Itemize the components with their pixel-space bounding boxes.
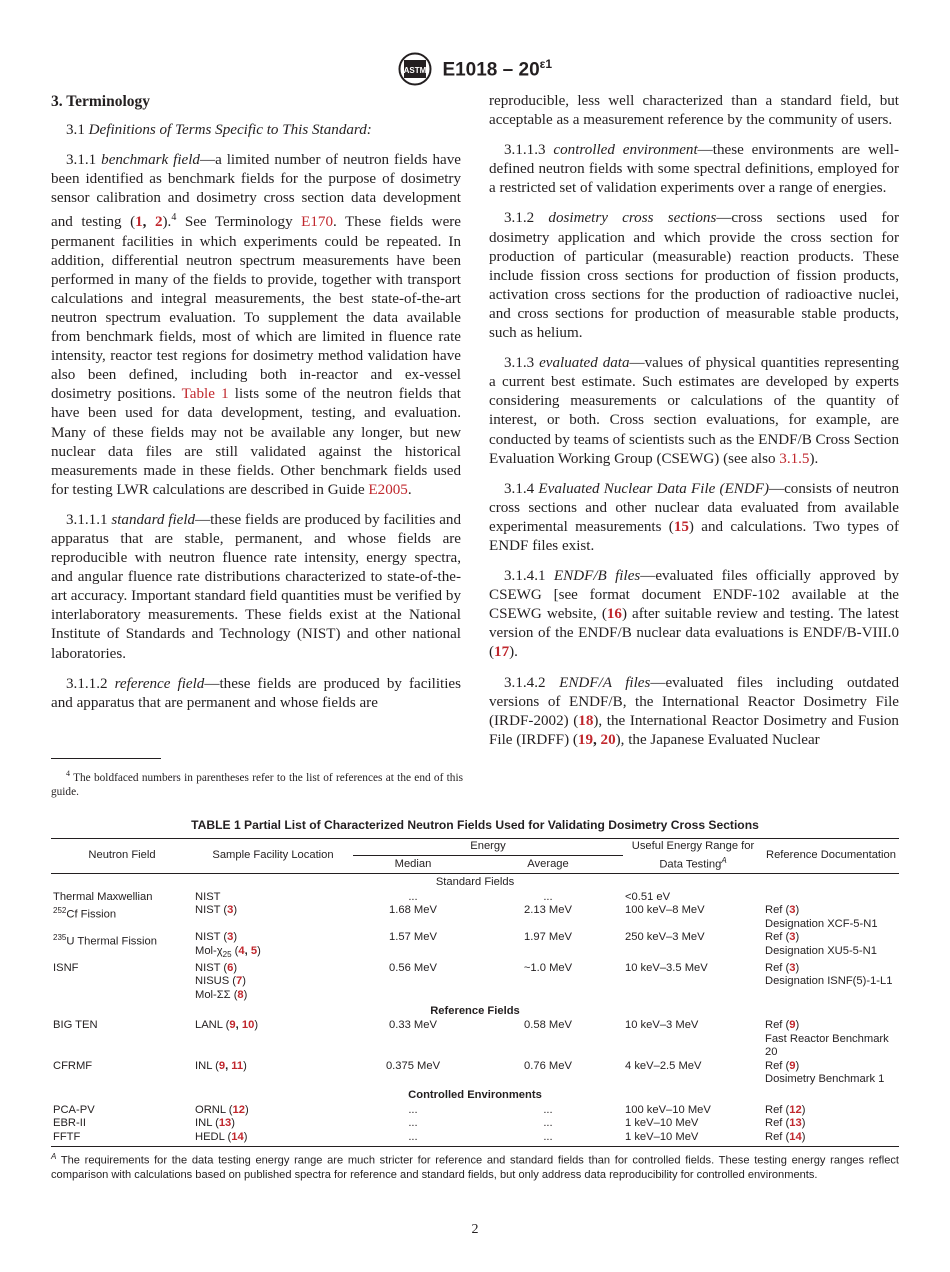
ref-link[interactable]: 3 <box>227 904 234 917</box>
ref-link[interactable]: 1 <box>135 214 143 231</box>
link-table-1[interactable]: Table 1 <box>181 386 229 403</box>
paragraph-continued: reproducible, less well characterized than a standard field, but acceptable as a measurement reference by the community of users. <box>489 93 899 129</box>
table-row: FFTF HEDL (14) ... ... 1 keV–10 MeV Ref (14) <box>51 1131 899 1147</box>
paragraph-3-1-1: 3.1.1 benchmark field—a limited number of neutron fields have been identified as benchmark fields for the purpose of dosimetry sensor calibration and dosimetry cross section data development and testing (1, 2).$^4$ See Terminology E170. These fields were permanent facilities in which experiments could be repeated. In addition, differential neutron spectrum measurements have been performed in many of the fields to provide, together with transport calculations and integral measurements, the best state-of-the-art neutron spectrum evaluation. To supplement the data available from benchmark fields, most of which are limited in fluence rate intensity, reactor test regions for dosimetry method validation have also been defined, including both in-reactor and ex-vessel dosimetry positions. Table 1 lists some of the neutron fields that have been used for data development, testing, and evaluation. Many of these fields may not be available any longer, but new nuclear data files are still validated against the historical measurements made in these fields. Other benchmark fields used for testing LWR calculations are described in Guide E2005. <box>51 152 461 498</box>
paragraph-3-1-4: 3.1.4 Evaluated Nuclear Data File (ENDF)—consists of neutron cross sections and other nuclear data evaluated from available experimental measurements (15) and calculations. Two types of ENDF files exist. <box>489 480 900 554</box>
ref-link[interactable]: 9 <box>218 1059 226 1072</box>
ref-link[interactable]: 4 <box>238 944 245 957</box>
header-energy: Energy <box>353 839 623 856</box>
ref-link[interactable]: 13 <box>789 1117 802 1130</box>
right-column <box>489 92 899 761</box>
ref-link[interactable]: 12 <box>789 1103 802 1116</box>
ref-link[interactable]: 20 <box>600 731 616 748</box>
ref-link[interactable]: 2 <box>154 214 163 231</box>
ref-link[interactable]: 14 <box>231 1130 244 1143</box>
ref-link[interactable]: 10 <box>241 1019 255 1032</box>
paragraph-3-1-4-2: 3.1.4.2 ENDF/A files—evaluated files including outdated versions of ENDF/B, the International Reactor Dosimetry File (IRDF-2002) (18), the International Reactor Dosimetry and Fusion File (IRDFF) (19, 20), the Japanese Evaluated Nuclear <box>489 674 899 748</box>
section-standard-fields: Standard Fields <box>435 875 515 888</box>
table-row: $^{252}$Cf Fission NIST (3) 1.68 MeV 2.13 MeV 100 keV–8 MeV Ref (3) Designation XCF-5-N1 <box>53 904 878 930</box>
header-reference: Reference Documentation <box>763 839 899 874</box>
neutron-fields-table <box>51 838 899 1147</box>
link-e170[interactable]: E170 <box>301 214 334 231</box>
paragraph-3-1: 3.1 Definitions of Terms Specific to This Standard: <box>66 122 372 139</box>
ref-link[interactable]: 9 <box>229 1019 236 1032</box>
ref-link[interactable]: 3 <box>227 931 234 944</box>
ref-link[interactable]: 6 <box>227 961 234 974</box>
table-caption: TABLE 1 Partial List of Characterized Neutron Fields Used for Validating Dosimetry Cross Sections <box>191 818 759 832</box>
page-header <box>0 52 950 86</box>
section-controlled-environments: Controlled Environments <box>408 1089 542 1102</box>
paragraph-3-1-4-1: 3.1.4.1 ENDF/B files—evaluated files officially approved by CSEWG [see format document ENDF-102 available at the CSEWG website, (16) after suitable review and testing. The latest version of the ENDF/B nuclear data evaluations is ENDF/B-VIII.0 (17). <box>489 568 899 661</box>
svg-text:ASTM: ASTM <box>403 66 427 75</box>
astm-logo <box>398 52 432 86</box>
header-average: Average <box>473 856 623 873</box>
link-3-1-5[interactable]: 3.1.5 <box>779 450 810 467</box>
page-number: 2 <box>471 1222 479 1237</box>
ref-link[interactable]: 17 <box>494 644 510 661</box>
ref-link[interactable]: 9 <box>789 1019 796 1032</box>
table-note: $^A$ The requirements for the data testing energy range are much stricter for reference and standard fields than for controlled fields. These testing energy ranges reflect comparison with calculations based on published spectra for reference and standard fields, but only address data reproducibility for controlled environments. <box>51 1152 899 1182</box>
designation: $E1018 - 20^{\varepsilon 1}$ <box>442 56 553 81</box>
table-row: Thermal Maxwellian NIST ... ... <0.51 eV <box>53 890 671 903</box>
footnote-divider <box>51 758 161 759</box>
left-column <box>51 92 461 724</box>
table-1 <box>51 818 899 1182</box>
section-title: 3. Terminology <box>51 93 151 110</box>
ref-link[interactable]: 3 <box>789 931 796 944</box>
ref-link[interactable]: 12 <box>232 1103 245 1116</box>
paragraph-3-1-3: 3.1.3 evaluated data—values of physical quantities representing a current best estimate. Such estimates are developed by experts considering measurements or calculations of the quantity of interest, or both. Cross section evaluations, for example, are conducted by teams of scientists such as the ENDF/B Cross Section Evaluation Working Group (CSEWG) (see also 3.1.5). <box>489 355 899 467</box>
ref-link[interactable]: 5 <box>250 944 258 957</box>
ref-link[interactable]: 3 <box>789 961 796 974</box>
paragraph-3-1-1-3: 3.1.1.3 controlled environment—these environments are well-defined neutron fields with some spectral definitions, employed for a restricted set of validation experiments over a range of energies. <box>489 142 900 197</box>
section-reference-fields: Reference Fields <box>430 1004 520 1017</box>
footnote: $^4$ The boldfaced numbers in parentheses refer to the list of references at the end of this guide. <box>51 769 463 798</box>
table-row: EBR-II INL (13) ... ... 1 keV–10 MeV Ref (13) <box>53 1117 806 1130</box>
table-row: $^{235}$U Thermal Fission NIST (3) Mol-$\chi_{25}$ (4, 5) 1.57 MeV 1.97 MeV 250 keV–3 MeV Ref (3) Designation XU5-5-N1 <box>53 931 877 960</box>
ref-link[interactable]: 9 <box>789 1059 796 1072</box>
ref-link[interactable]: 14 <box>789 1130 802 1143</box>
ref-link[interactable]: 8 <box>237 988 244 1001</box>
table-row: CFRMF INL (9, 11) 0.375 MeV 0.76 MeV 4 keV–2.5 MeV Ref (9) Dosimetry Benchmark 1 <box>53 1059 885 1086</box>
paragraph-3-1-1-1: 3.1.1.1 standard field—these fields are produced by facilities and apparatus that are stable, permanent, and whose fields are reproducible with neutron fluence rate intensity, energy spectra, and angular fluence rate distributions characterized to state-of-the-art accuracy. Important standard field quantities must be verified by interlaboratory measurements. These fields exist at the National Institute of Standards and Technology (NIST) and other national laboratories. <box>51 511 461 662</box>
paragraph-3-1-2: 3.1.2 dosimetry cross sections—cross sections used for dosimetry application and which provide the cross section for production of particular (measurable) reaction products. These include fission cross sections for production of fission products, activation cross sections for the production of radioactive nuclei, and cross sections for production of measurable stable products, such as helium. <box>489 210 900 342</box>
ref-link[interactable]: 16 <box>606 606 622 623</box>
header-sample-facility: Sample Facility Location <box>193 839 353 874</box>
footnote-mark: 4 <box>171 212 177 224</box>
ref-link[interactable]: 11 <box>231 1059 244 1072</box>
header-neutron-field: Neutron Field <box>51 839 193 874</box>
ref-link[interactable]: 15 <box>673 518 689 535</box>
ref-link[interactable]: 19 <box>577 731 593 748</box>
table-row: PCA-PV ORNL (12) ... ... 100 keV–10 MeV Ref (12) <box>53 1103 806 1116</box>
table-row: BIG TEN LANL (9, 10) 0.33 MeV 0.58 MeV 10 keV–3 MeV Ref (9) Fast Reactor Benchmark 20 <box>53 1019 889 1059</box>
header-useful-range: Useful Energy Range for Data Testing$^A$ <box>623 839 763 874</box>
link-e2005[interactable]: E2005 <box>368 481 408 498</box>
ref-link[interactable]: 7 <box>236 975 243 988</box>
ref-link[interactable]: 13 <box>218 1117 232 1130</box>
header-median: Median <box>353 856 473 873</box>
table-row: ISNF NIST (6) NISUS (7) Mol-ΣΣ (8) 0.56 MeV ~1.0 MeV 10 keV–3.5 MeV Ref (3) Designation ISNF(5)-1-L1 <box>53 961 893 1001</box>
paragraph-3-1-1-2: 3.1.1.2 reference field—these fields are produced by facilities and apparatus that are permanent and whose fields are <box>51 675 461 711</box>
ref-link[interactable]: 18 <box>578 712 594 729</box>
ref-link[interactable]: 3 <box>789 904 796 917</box>
